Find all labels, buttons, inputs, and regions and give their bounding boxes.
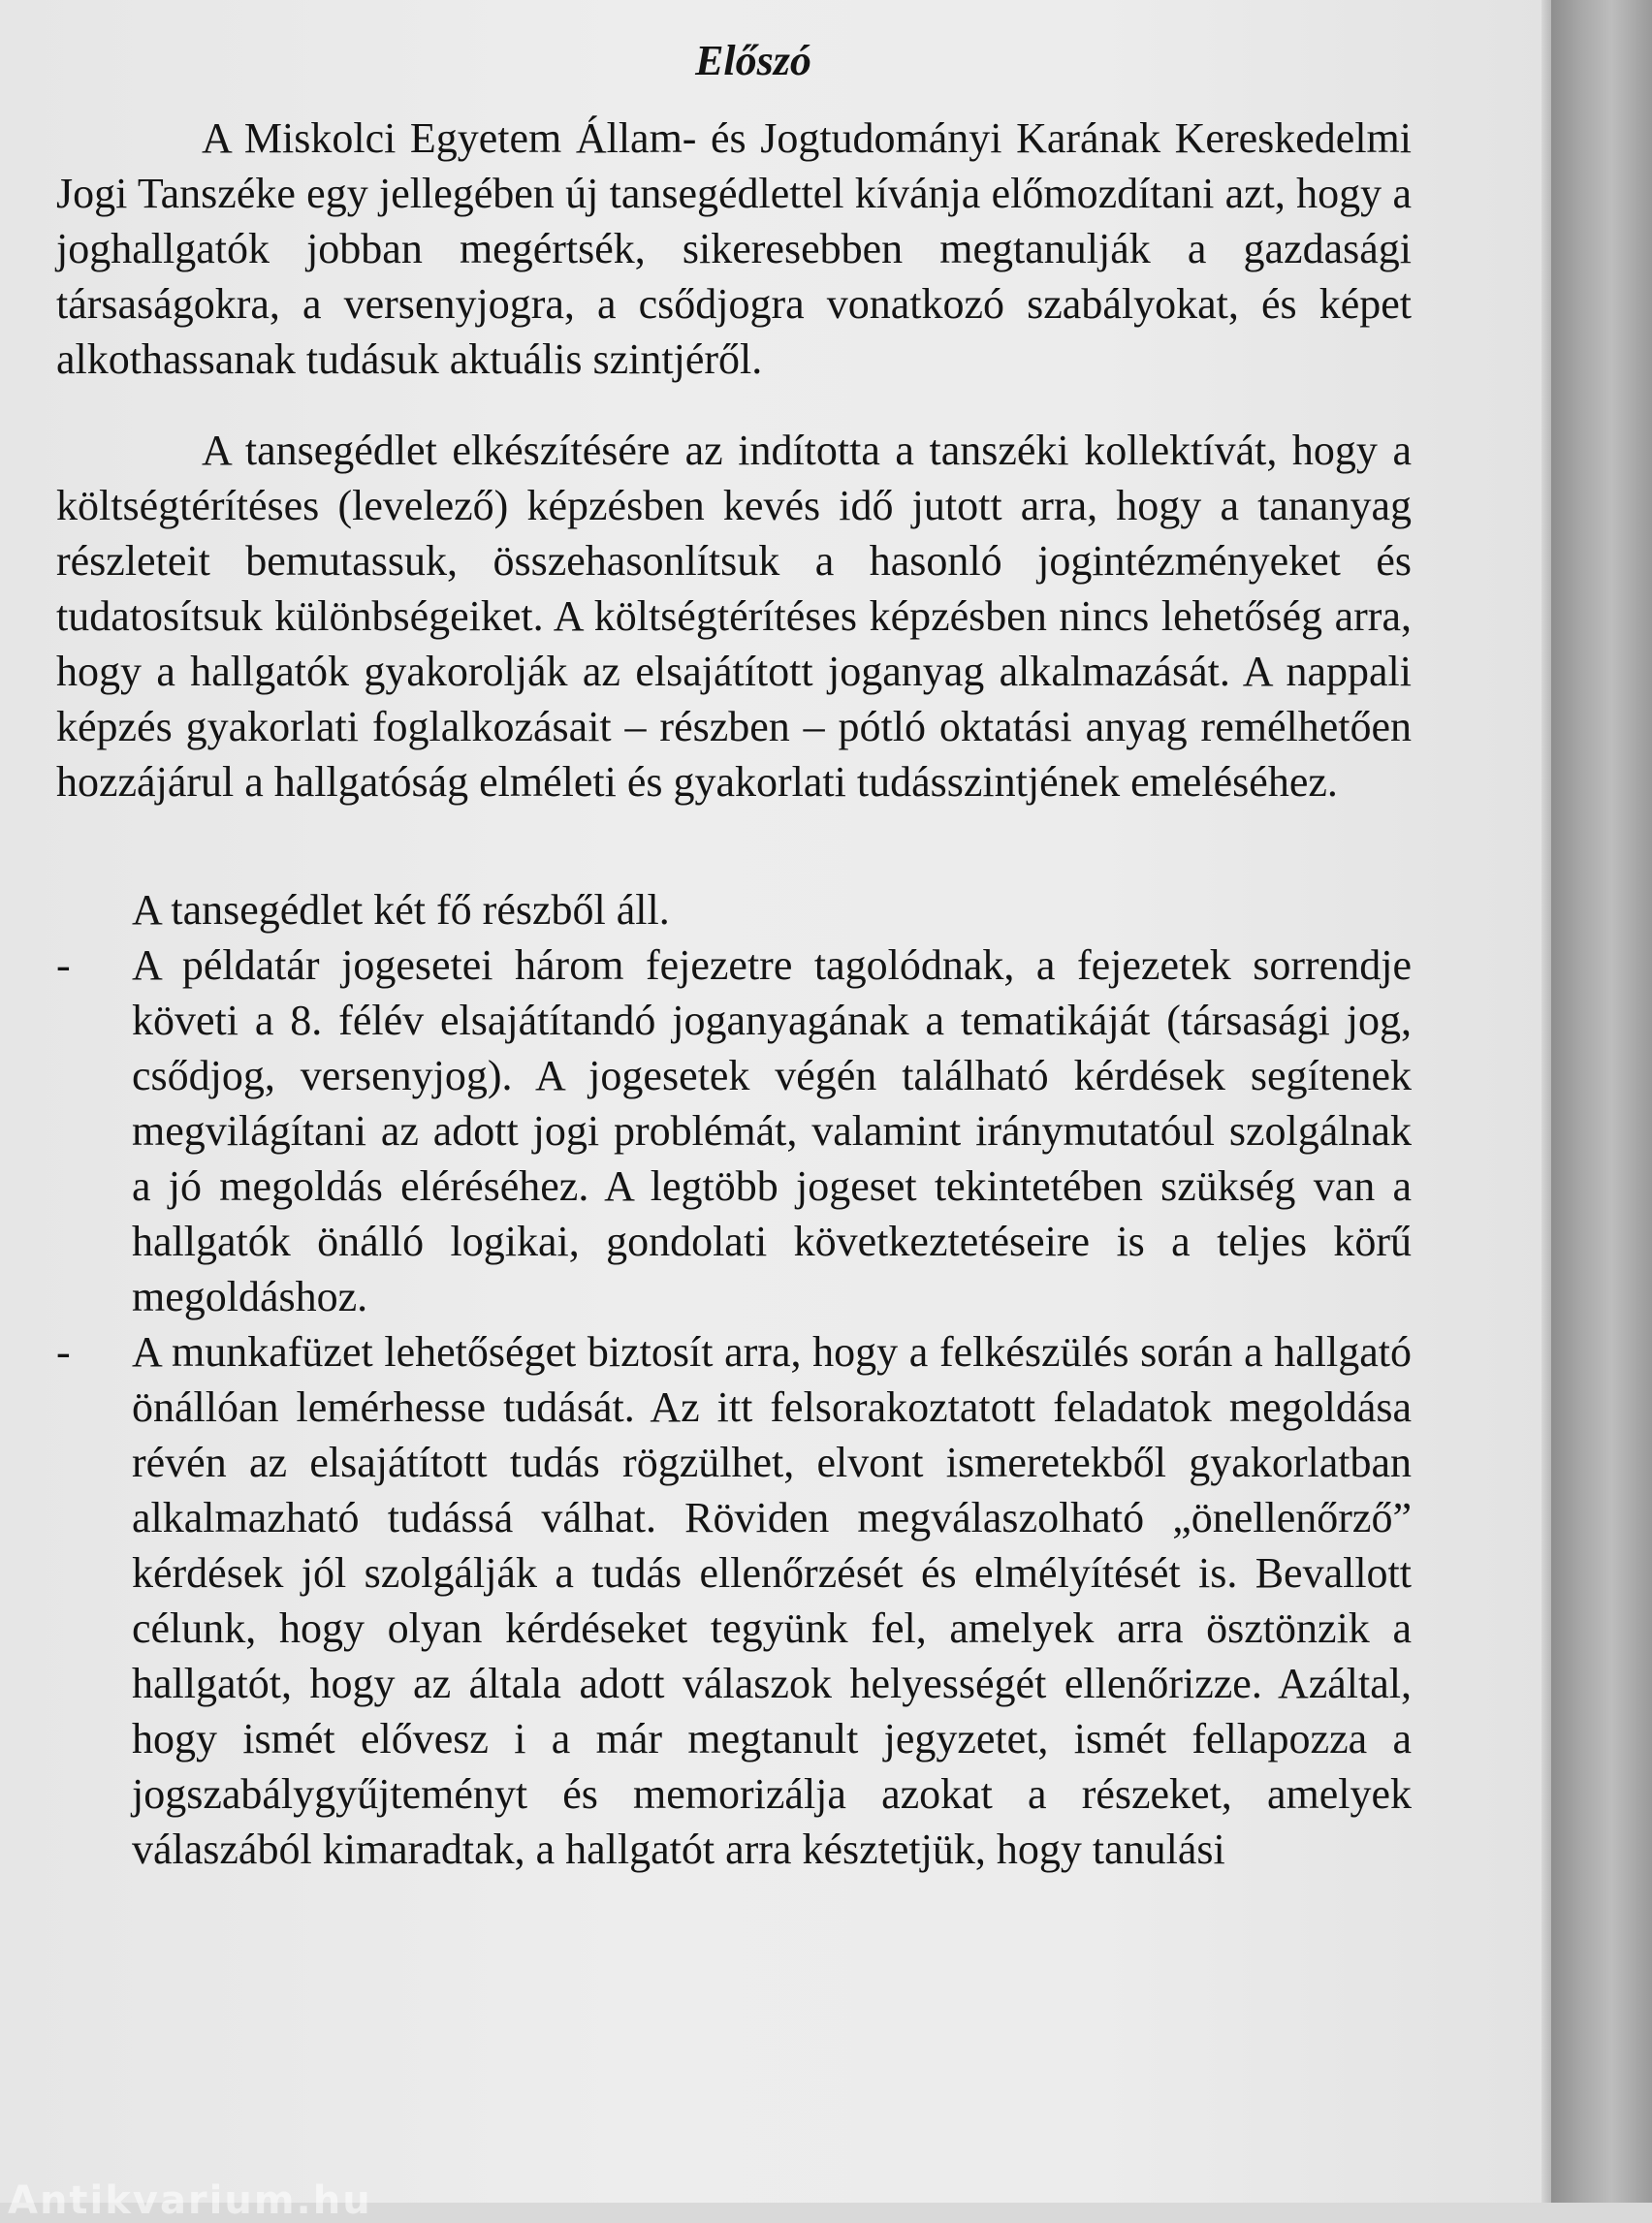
dash-bullet: -	[56, 1328, 71, 1376]
page-title: Előszó	[695, 37, 811, 84]
list-item-text: A munkafüzet lehetőséget biztosít arra, hogy a felkészülés során a hallgató önállóan lemérhesse tudását. Az itt felsorakoztatott feladatok megoldása révén az elsajátított tudás rögzülhet, elvont ismeretekből gyakorlatban alkalmazható tudássá válhat. Röviden megválaszolható „önellenőrző” kérdések jól szolgálják a tudás ellenőrzését és elmélyítését is. Bevallott célunk, hogy olyan kérdéseket tegyünk fel, amelyek arra ösztönzik a hallgatót, hogy az általa adott válaszok helyességét ellenőrizze. Azáltal, hogy ismét elővesz i a már megtanult jegyzetet, ismét fellapozza a jogszabálygyűjteményt és memorizálja azokat a részeket, amelyek válaszából kimaradtak, a hallgatót arra késztetjük, hogy tanulási	[132, 1328, 1412, 1873]
dash-bullet: -	[56, 941, 71, 989]
list-item-workbook	[56, 1324, 1412, 1877]
binding-background	[1551, 0, 1652, 2203]
list-item-text: A példatár jogesetei három fejezetre tagolódnak, a fejezetek sorrendje követi a 8. félév elsajátítandó joganyagának a tematikáját (társasági jog, csődjog, versenyjog). A jogesetek végén található kérdések segítenek megvilágítani az adott jogi problémát, valamint iránymutatóul szolgálnak a jó megoldás eléréséhez. A legtöbb jogeset tekintetében szükség van a hallgatók önálló logikai, gondolati következtetéseire is a teljes körű megoldáshoz.	[132, 941, 1412, 1320]
paragraph-motivation: A tansegédlet elkészítésére az indította a tanszéki kollektívát, hogy a költségtérítéses (levelező) képzésben kevés idő jutott arra, hogy a tananyag részleteit bemutassuk, összehasonlítsuk a hasonló jogintézményeket és tudatosítsuk különbségeiket. A költségtérítéses képzésben nincs lehetőség arra, hogy a hallgatók gyakorolják az elsajátított joganyag alkalmazását. A nappali képzés gyakorlati foglalkozásait – részben – pótló oktatási anyag remélhetően hozzájárul a hallgatóság elméleti és gyakorlati tudásszintjének emeléséhez.	[56, 427, 1412, 806]
paragraph-intro: A Miskolci Egyetem Állam- és Jogtudományi Karának Kereskedelmi Jogi Tanszéke egy jellegében új tansegédlettel kívánja előmozdítani azt, hogy a joghallgatók jobban megértsék, sikeresebben megtanulják a gazdasági társaságokra, a versenyjogra, a csődjogra vonatkozó szabályokat, és képet alkothassanak tudásuk aktuális szintjéről.	[56, 114, 1412, 383]
list-item-casebook	[56, 937, 1412, 1324]
page-content	[56, 27, 1412, 1877]
watermark: Antikvarium.hu	[8, 2178, 372, 2223]
parts-intro-line: A tansegédlet két fő részből áll.	[132, 886, 670, 934]
